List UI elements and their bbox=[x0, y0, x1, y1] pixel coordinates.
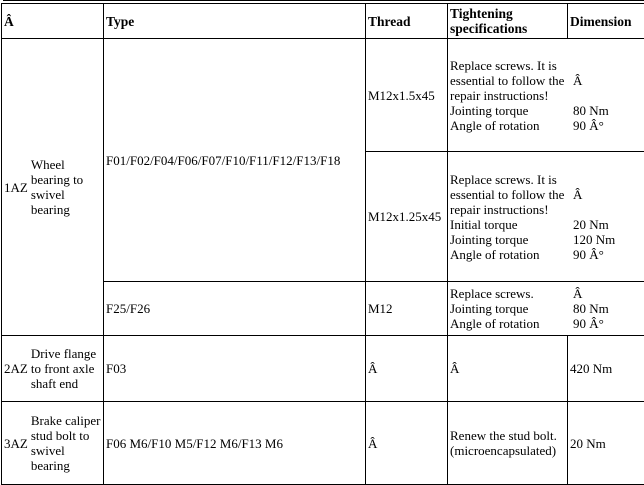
dimension-value: 90 Â° bbox=[570, 247, 644, 262]
component-id: 1AZ bbox=[2, 180, 31, 195]
header-tightening-specifications: Tightening specifications bbox=[448, 4, 568, 39]
component-id: 2AZ bbox=[2, 361, 31, 376]
dimension-value: Â bbox=[570, 286, 644, 301]
component-cell bbox=[2, 39, 104, 336]
spec-block bbox=[448, 282, 644, 336]
dimension-value: 90 Â° bbox=[570, 316, 644, 331]
spec-label: Angle of rotation bbox=[448, 118, 570, 133]
spec-label: Initial torque bbox=[448, 217, 570, 232]
dimension-value: 20 Nm bbox=[570, 217, 644, 232]
spec-cell: Â bbox=[448, 336, 568, 402]
thread-cell: Â bbox=[366, 402, 448, 485]
header-row bbox=[2, 4, 644, 39]
dimension-note: Â bbox=[570, 58, 644, 103]
type-cell: F03 bbox=[104, 336, 366, 402]
spec-label: Angle of rotation bbox=[448, 247, 570, 262]
dimension-cell: 20 Nm bbox=[568, 402, 644, 485]
thread-cell: M12 bbox=[366, 282, 448, 336]
thread-cell: M12x1.5x45 bbox=[366, 39, 448, 152]
dimension-note: Â bbox=[570, 172, 644, 217]
spec-note: Replace screws. It is essential to follow the repair instructions! bbox=[448, 58, 570, 103]
component-cell bbox=[2, 336, 104, 402]
table-row bbox=[2, 336, 644, 402]
dimension-value: 90 Â° bbox=[570, 118, 644, 133]
header-thread: Thread bbox=[366, 4, 448, 39]
dimension-cell: 420 Nm bbox=[568, 336, 644, 402]
component-description: Brake caliper stud bolt to swivel bearing bbox=[31, 413, 103, 473]
type-cell: F25/F26 bbox=[104, 282, 366, 336]
dimension-value: 80 Nm bbox=[570, 301, 644, 316]
spec-block bbox=[448, 152, 644, 282]
table-row bbox=[2, 402, 644, 485]
dimension-value: 120 Nm bbox=[570, 232, 644, 247]
spec-note: Replace screws. It is essential to follow the repair instructions! bbox=[448, 172, 570, 217]
component-description: Drive flange to front axle shaft end bbox=[31, 346, 103, 391]
spec-block bbox=[448, 39, 644, 152]
header-type: Type bbox=[104, 4, 366, 39]
component-description: Wheel bearing to swivel bearing bbox=[31, 157, 103, 217]
component-cell bbox=[2, 402, 104, 485]
header-dimension: Dimension bbox=[568, 4, 644, 39]
top-strip bbox=[0, 0, 644, 3]
spec-cell: Renew the stud bolt. (microencapsulated) bbox=[448, 402, 568, 485]
component-id: 3AZ bbox=[2, 436, 31, 451]
type-cell: F01/F02/F04/F06/F07/F10/F11/F12/F13/F18 bbox=[104, 39, 366, 282]
type-cell: F06 M6/F10 M5/F12 M6/F13 M6 bbox=[104, 402, 366, 485]
specification-table bbox=[1, 3, 644, 485]
thread-cell: M12x1.25x45 bbox=[366, 152, 448, 282]
dimension-value: 80 Nm bbox=[570, 103, 644, 118]
header-id: Â bbox=[2, 4, 104, 39]
spec-label: Angle of rotation bbox=[448, 316, 570, 331]
table-row bbox=[2, 39, 644, 152]
thread-cell: Â bbox=[366, 336, 448, 402]
spec-label: Replace screws. bbox=[448, 286, 570, 301]
spec-label: Jointing torque bbox=[448, 103, 570, 118]
spec-label: Jointing torque bbox=[448, 232, 570, 247]
spec-label: Jointing torque bbox=[448, 301, 570, 316]
